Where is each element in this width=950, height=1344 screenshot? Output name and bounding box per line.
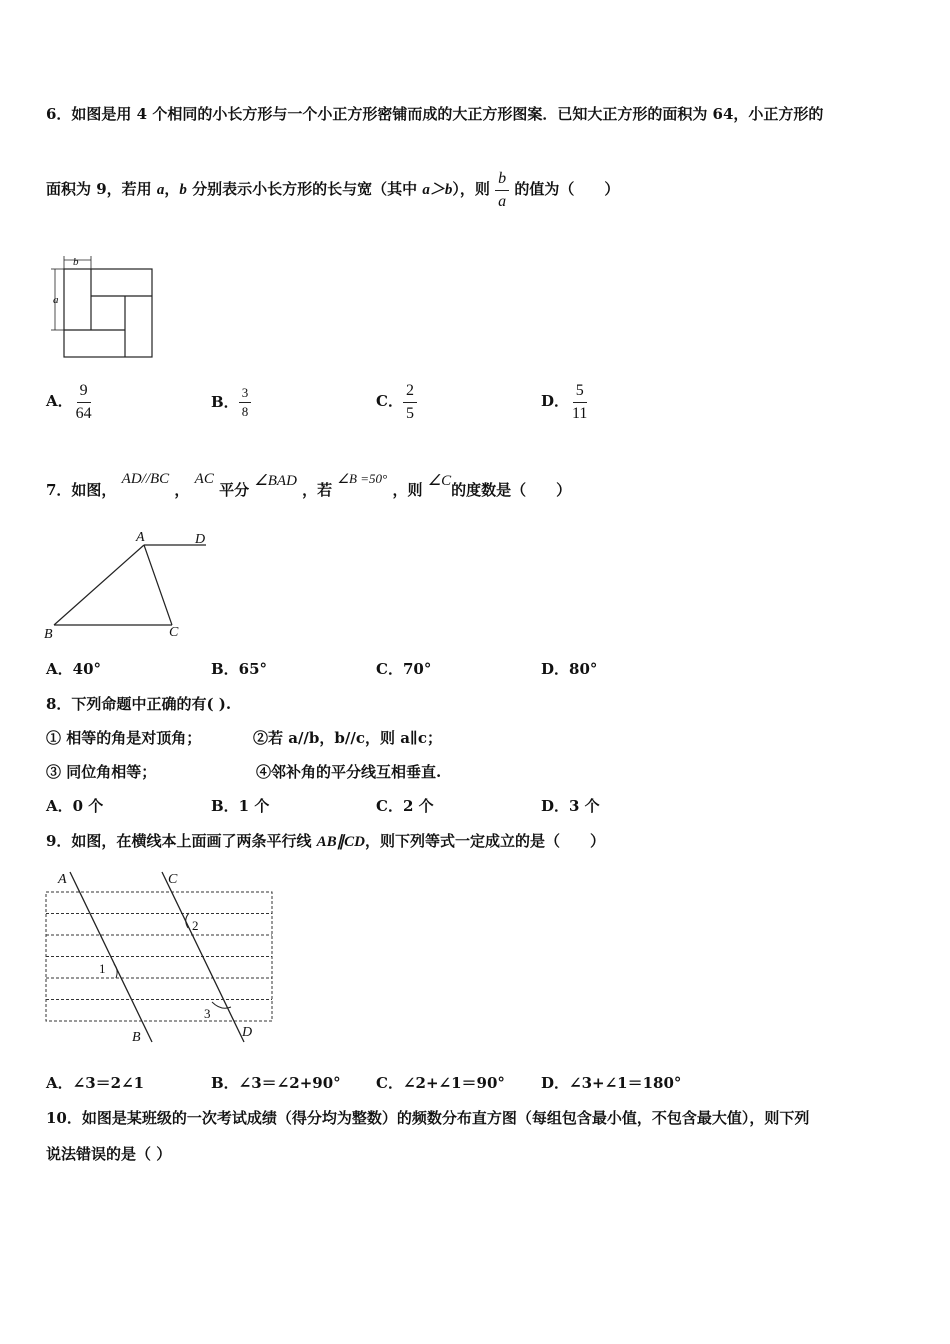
q8-statement-3: ③ 同位角相等；	[46, 763, 157, 781]
q7-segment-ac	[144, 545, 172, 625]
q7-text-if: ，若	[302, 481, 333, 499]
q7-text-bisect: 平分	[219, 481, 250, 499]
q9-figure	[40, 866, 280, 1046]
q10-stem-line2: 说法错误的是（ ）	[46, 1145, 172, 1163]
q6-text-c: ），则	[452, 180, 496, 199]
q8-option-d[interactable]: D．3 个	[541, 797, 600, 815]
q7-prefix: 7．如图，	[46, 481, 117, 499]
q6-big-square	[64, 269, 152, 357]
q8-option-b[interactable]: B．1 个	[211, 797, 270, 815]
q6-var-a: a	[156, 182, 165, 199]
q9-label-b: B	[132, 1030, 141, 1045]
q6-option-a-label: A．	[46, 392, 73, 411]
q6-option-a-den: 64	[75, 404, 92, 422]
q7-math-ad-parallel-bc: AD//BC	[121, 471, 170, 487]
q9-notebook-lines	[46, 892, 272, 1021]
q8-option-c[interactable]: C．2 个	[376, 797, 434, 815]
q6-option-b-den: 8	[241, 404, 249, 420]
q10-stem-line1: 10．如图是某班级的一次考试成绩（得分均为整数）的频数分布直方图（每组包含最小值，不包含最大值），则下列	[46, 1109, 810, 1127]
q6-option-d-label: D．	[541, 392, 570, 411]
q6-stem-line2	[46, 170, 619, 210]
q9-option-b[interactable]: B．∠3＝∠2+90°	[211, 1074, 341, 1092]
q6-fig-label-b: b	[73, 256, 79, 268]
q6-option-d-den: 11	[572, 404, 588, 422]
q9-stem-math: AB∥CD	[316, 834, 366, 850]
q9-label-d: D	[242, 1025, 253, 1040]
q7-option-a[interactable]: A．40°	[46, 660, 102, 678]
q7-comma: ，	[174, 481, 190, 499]
q7-math-angle-c: ∠C	[427, 473, 452, 489]
q6-text-b: 分别表示小长方形的长与宽（其中	[186, 180, 423, 199]
q6-option-d-num: 5	[573, 382, 587, 403]
q6-option-b[interactable]	[211, 386, 251, 420]
q9-option-d[interactable]: D．∠3+∠1＝180°	[541, 1074, 682, 1092]
q6-option-d-frac	[569, 382, 590, 422]
q9-label-c: C	[168, 872, 178, 887]
q6-option-b-frac	[239, 386, 252, 420]
q7-text-ask: 的度数是（ ）	[451, 481, 572, 499]
q7-math-angle-bad: ∠BAD	[254, 473, 297, 489]
q6-option-a[interactable]	[46, 382, 95, 422]
q6-text-a: 面积为 9，若用	[46, 180, 157, 199]
q8-statement-1: ① 相等的角是对顶角；	[46, 729, 202, 747]
q6-condition: a＞b	[422, 182, 453, 199]
q7-figure	[40, 528, 215, 644]
q7-label-a: A	[136, 530, 145, 545]
q9-stem-a: 9．如图，在横线本上面画了两条平行线	[46, 832, 317, 850]
q6-sep: ，	[164, 180, 180, 199]
q9-label-1: 1	[99, 961, 106, 976]
q8-statement-4: ④邻补角的平分线互相垂直.	[256, 763, 442, 781]
q6-option-b-label: B．	[211, 392, 239, 411]
q6-frac-den: a	[498, 192, 507, 210]
q7-label-b: B	[44, 627, 53, 642]
q9-label-3: 3	[204, 1006, 211, 1021]
q6-fig-label-a: a	[53, 294, 59, 306]
q6-fraction-b-over-a	[495, 170, 509, 210]
q6-var-b: b	[179, 182, 187, 199]
q7-math-ac: AC	[194, 471, 214, 487]
q9-angle-3-arc	[212, 1002, 231, 1008]
q6-option-b-num: 3	[239, 386, 252, 403]
q6-frac-num: b	[495, 170, 509, 191]
q7-option-d[interactable]: D．80°	[541, 660, 598, 678]
q9-stem	[46, 830, 605, 851]
q6-figure	[40, 252, 160, 364]
q9-label-a: A	[58, 872, 67, 887]
q6-text-d: 的值为（ ）	[509, 180, 620, 199]
q6-option-c[interactable]	[376, 382, 417, 422]
q6-option-a-num: 9	[77, 382, 91, 403]
q9-option-a[interactable]: A．∠3＝2∠1	[46, 1074, 145, 1092]
q6-option-c-label: C．	[376, 392, 403, 411]
q6-option-a-frac	[73, 382, 95, 422]
q7-math-angle-b: ∠B =50°	[337, 471, 388, 486]
q6-option-c-den: 5	[405, 404, 414, 422]
q8-statement-2: ②若 a//b，b//c，则 a∥c；	[253, 729, 442, 747]
q7-segment-ab	[54, 545, 144, 625]
q7-label-c: C	[169, 625, 179, 640]
q8-stem: 8．下列命题中正确的有( ).	[46, 695, 232, 713]
q6-option-c-num: 2	[403, 382, 417, 403]
q6-option-c-frac	[403, 382, 417, 422]
q7-option-b[interactable]: B．65°	[211, 660, 268, 678]
q7-text-then: ，则	[392, 481, 423, 499]
q9-option-c[interactable]: C．∠2+∠1＝90°	[376, 1074, 505, 1092]
q9-label-2: 2	[192, 918, 199, 933]
q7-label-d: D	[195, 532, 206, 547]
q7-option-c[interactable]: C．70°	[376, 660, 432, 678]
q6-stem-line1: 6．如图是用 4 个相同的小长方形与一个小正方形密铺而成的大正方形图案．已知大正方形的面积为 64，小正方形的	[46, 105, 824, 123]
q7-stem	[46, 471, 572, 500]
q9-stem-b: ，则下列等式一定成立的是（ ）	[365, 832, 606, 850]
q6-option-d[interactable]	[541, 382, 590, 422]
q9-angle-1-arc	[114, 964, 117, 978]
q8-option-a[interactable]: A．0 个	[46, 797, 104, 815]
